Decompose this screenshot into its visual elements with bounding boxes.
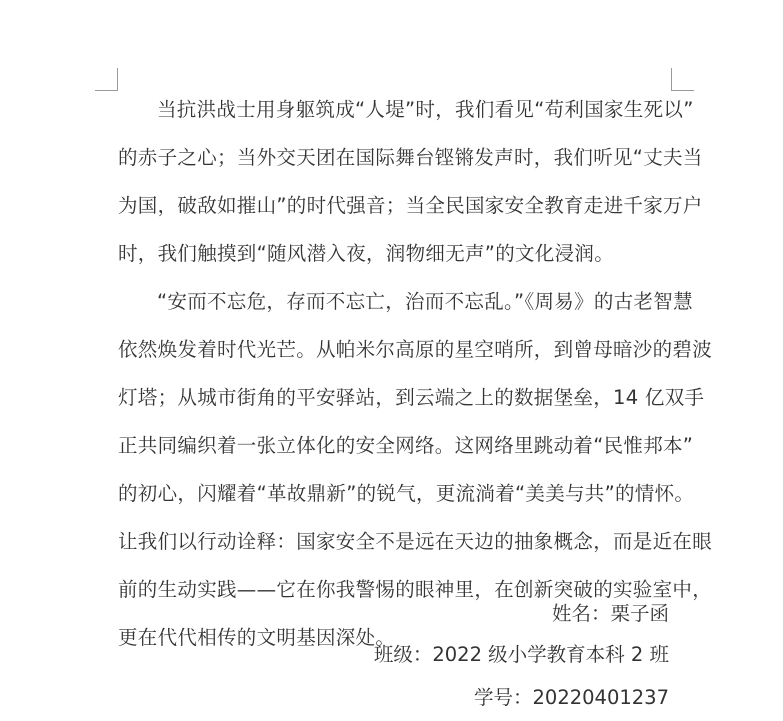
paragraph-line: 的赤子之心；当外交天团在国际舞台铿锵发声时，我们听见“丈夫当 [118,146,703,169]
paragraph-1 [118,86,703,278]
crop-mark-top-left [95,68,118,91]
paragraph-line: 前的生动实践——它在你我警惕的眼神里，在创新突破的实验室中， [118,578,713,601]
document-body [118,86,713,662]
student-id: 学号：20220401237 [474,686,669,709]
paragraph-line: 依然焕发着时代光芒。从帕米尔高原的星空哨所，到曾母暗沙的碧波 [118,338,713,361]
paragraph-line: “安而不忘危，存而不忘亡，治而不忘乱。”《周易》的古老智慧 [157,290,693,313]
paragraph-line: 为国，破敌如摧山”的时代强音；当全民国家安全教育走进千家万户 [118,194,703,217]
paragraph-line: 更在代代相传的文明基因深处。 [118,626,396,649]
paragraph-line: 的初心，闪耀着“革故鼎新”的锐气，更流淌着“美美与共”的情怀。 [118,482,695,505]
paragraph-line: 当抗洪战士用身躯筑成“人堤”时，我们看见“苟利国家生死以” [157,98,694,121]
paragraph-line: 灯塔；从城市街角的平安驿站，到云端之上的数据堡垒，14 亿双手 [118,386,705,409]
paragraph-line: 让我们以行动诠释：国家安全不是远在天边的抽象概念，而是近在眼 [118,530,713,553]
author-class: 班级：2022 级小学教育本科 2 班 [373,643,669,666]
paragraph-line: 时，我们触摸到“随风潜入夜，润物细无声”的文化浸润。 [118,242,615,265]
author-name: 姓名：栗子函 [551,602,669,625]
paragraph-line: 正共同编织着一张立体化的安全网络。这网络里跳动着“民惟邦本” [118,434,694,457]
